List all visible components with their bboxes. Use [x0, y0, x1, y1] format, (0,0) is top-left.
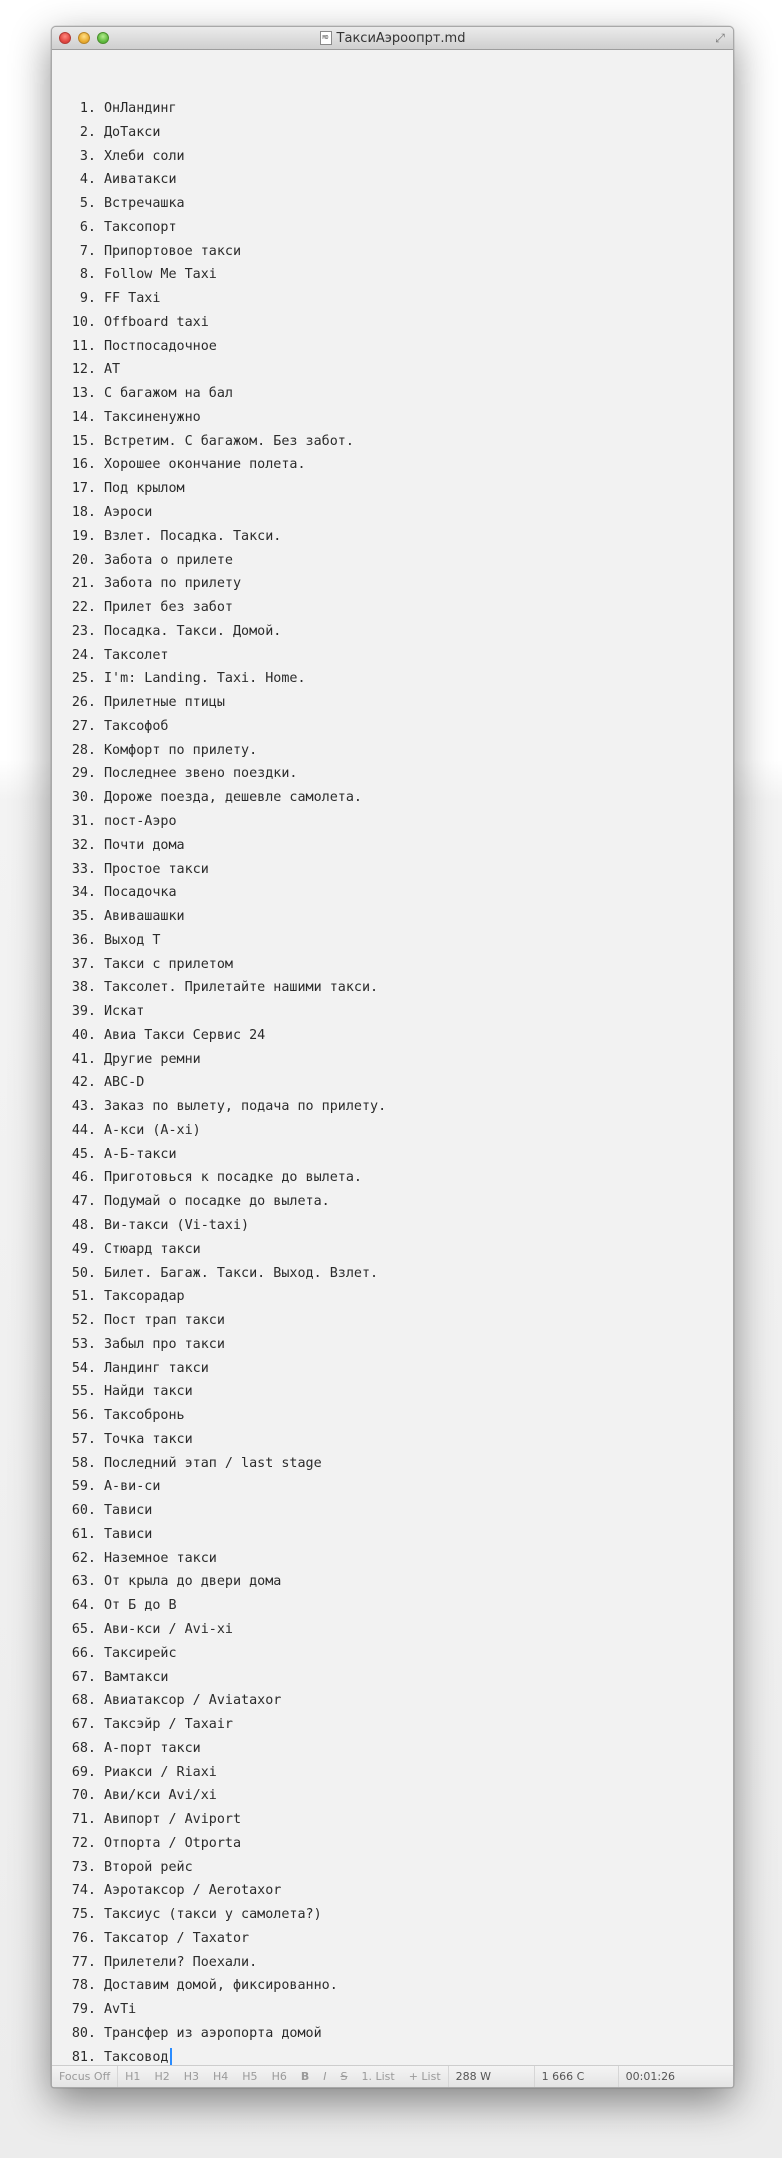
text-line[interactable]: [52, 525, 386, 549]
text-line[interactable]: [52, 549, 386, 573]
text-line[interactable]: [52, 1428, 386, 1452]
text-line[interactable]: [52, 263, 386, 287]
line-text[interactable]: Риакси / Riaxi: [104, 1764, 217, 1780]
text-line[interactable]: [52, 1285, 386, 1309]
text-line[interactable]: [52, 406, 386, 430]
line-text[interactable]: Ви-такси (Vi-taxi): [104, 1217, 250, 1233]
line-text[interactable]: Таксолет: [104, 647, 169, 663]
window-title: ТаксиАэроопрт.md: [336, 30, 466, 46]
line-text[interactable]: Тависи: [104, 1526, 153, 1542]
line-text[interactable]: А-ви-си: [104, 1479, 161, 1495]
line-text[interactable]: Последний этап / last stage: [104, 1455, 322, 1471]
list-number: 1.: [79, 101, 96, 116]
list-number: 14.: [71, 409, 96, 425]
text-line[interactable]: [52, 1404, 386, 1428]
line-text[interactable]: AT: [104, 362, 121, 378]
text-line[interactable]: [52, 1071, 386, 1095]
bold-button[interactable]: B: [300, 2070, 310, 2083]
line-text[interactable]: А-порт такси: [104, 1740, 201, 1756]
list-number: 12.: [71, 362, 96, 378]
line-text[interactable]: Таксиненужно: [104, 409, 201, 425]
text-line[interactable]: [52, 1523, 386, 1547]
list-number: 15.: [71, 433, 96, 449]
line-text[interactable]: Таксиус (такси у самолета?): [104, 1907, 322, 1923]
line-text[interactable]: Искат: [104, 1004, 145, 1020]
text-line[interactable]: [52, 976, 386, 1000]
strikethrough-button[interactable]: S: [340, 2070, 348, 2083]
list-number: 39.: [71, 1004, 96, 1020]
text-line[interactable]: [52, 240, 386, 264]
text-line[interactable]: [52, 1713, 386, 1737]
line-text[interactable]: I'm: Landing. Taxi. Home.: [104, 671, 306, 687]
text-line[interactable]: [52, 810, 386, 834]
line-text[interactable]: Offboard taxi: [104, 314, 209, 330]
text-line[interactable]: [52, 1856, 386, 1880]
bullet-list-button[interactable]: + List: [402, 2066, 449, 2087]
line-text[interactable]: Пост трап такси: [104, 1313, 225, 1329]
text-line[interactable]: [52, 1594, 386, 1618]
list-number: 71.: [71, 1812, 96, 1828]
list-number: 32.: [71, 837, 96, 853]
list-number: 27.: [71, 718, 96, 734]
ordered-list-button[interactable]: 1. List: [361, 2070, 395, 2083]
text-line[interactable]: [52, 477, 386, 501]
line-text[interactable]: Таксатор / Taxator: [104, 1930, 250, 1946]
list-number: 38.: [71, 980, 96, 996]
line-text[interactable]: AvTi: [104, 2002, 137, 2018]
text-line[interactable]: [52, 1000, 386, 1024]
text-line[interactable]: [52, 620, 386, 644]
line-text[interactable]: Авивашашки: [104, 909, 185, 925]
list-number: 42.: [71, 1075, 96, 1091]
italic-button[interactable]: I: [323, 2070, 327, 2083]
text-line[interactable]: [52, 1452, 386, 1476]
list-number: 19.: [71, 528, 96, 544]
text-line[interactable]: [52, 1309, 386, 1333]
text-line[interactable]: [52, 1166, 386, 1190]
list-number: 5.: [79, 196, 96, 212]
text-line[interactable]: [52, 1642, 386, 1666]
list-number: 20.: [71, 552, 96, 568]
list-number: 67.: [71, 1717, 96, 1733]
list-number: 55.: [71, 1384, 96, 1400]
list-number: 62.: [71, 1550, 96, 1566]
list-number: 30.: [71, 790, 96, 806]
line-text[interactable]: Отпорта / Otporta: [104, 1835, 242, 1851]
list-number: 6.: [79, 219, 96, 235]
h3-button[interactable]: H3: [183, 2070, 199, 2083]
line-text[interactable]: Билет. Багаж. Такси. Выход. Взлет.: [104, 1265, 379, 1281]
list-number: 23.: [71, 623, 96, 639]
line-text[interactable]: ABC-D: [104, 1075, 145, 1091]
text-line[interactable]: [52, 216, 386, 240]
text-line[interactable]: [52, 929, 386, 953]
line-text[interactable]: Найди такси: [104, 1384, 193, 1400]
list-number: 75.: [71, 1907, 96, 1923]
line-text[interactable]: От Б до В: [104, 1598, 177, 1614]
text-line[interactable]: [52, 1784, 386, 1808]
list-number: 24.: [71, 647, 96, 663]
line-text[interactable]: С багажом на бал: [104, 386, 233, 402]
text-line[interactable]: [52, 1761, 386, 1785]
list-number: 58.: [71, 1455, 96, 1471]
line-text[interactable]: Follow Me Taxi: [104, 267, 217, 283]
line-text[interactable]: Таксофоб: [104, 718, 169, 734]
line-text[interactable]: Хлеби соли: [104, 148, 185, 164]
text-line[interactable]: [52, 1143, 386, 1167]
h6-button[interactable]: H6: [271, 2070, 287, 2083]
window-title-area: [52, 27, 733, 49]
line-text[interactable]: Забота о прилете: [104, 552, 233, 568]
line-text[interactable]: пост-Аэро: [104, 813, 177, 829]
list-number: 43.: [71, 1099, 96, 1115]
list-number: 64.: [71, 1598, 96, 1614]
text-line[interactable]: [52, 121, 386, 145]
list-number: 28.: [71, 742, 96, 758]
line-text[interactable]: Таксэйр / Taxair: [104, 1717, 233, 1733]
list-number: 17.: [71, 481, 96, 497]
line-text[interactable]: Выход Т: [104, 932, 161, 948]
text-line[interactable]: [52, 1547, 386, 1571]
line-text[interactable]: Доставим домой, фиксированно.: [104, 1978, 338, 1994]
list-number: 13.: [71, 386, 96, 402]
list-number: 79.: [71, 2002, 96, 2018]
text-line[interactable]: [52, 1927, 386, 1951]
line-text[interactable]: Припортовое такси: [104, 243, 242, 259]
list-number: 49.: [71, 1241, 96, 1257]
list-number: 3.: [79, 148, 96, 164]
text-line[interactable]: [52, 1238, 386, 1262]
list-number: 50.: [71, 1265, 96, 1281]
list-number: 77.: [71, 1954, 96, 1970]
list-number: 80.: [71, 2026, 96, 2042]
list-number: 61.: [71, 1526, 96, 1542]
title-bar: [52, 27, 733, 50]
text-line[interactable]: [52, 1024, 386, 1048]
line-text[interactable]: Ландинг такси: [104, 1360, 209, 1376]
list-number: 72.: [71, 1835, 96, 1851]
line-text[interactable]: А-Б-такси: [104, 1146, 177, 1162]
list-number: 7.: [79, 243, 96, 259]
list-number: 35.: [71, 909, 96, 925]
text-line[interactable]: [52, 1974, 386, 1998]
line-text[interactable]: Таксирейс: [104, 1645, 177, 1661]
text-line[interactable]: [52, 1214, 386, 1238]
list-number: 56.: [71, 1408, 96, 1424]
text-line[interactable]: [52, 1903, 386, 1927]
text-line[interactable]: [52, 762, 386, 786]
line-text[interactable]: Под крылом: [104, 481, 185, 497]
list-number: 54.: [71, 1360, 96, 1376]
text-line[interactable]: [52, 1666, 386, 1690]
list-number: 69.: [71, 1764, 96, 1780]
editor-area[interactable]: [52, 50, 733, 2066]
list-number: 46.: [71, 1170, 96, 1186]
line-text[interactable]: Приготовься к посадке до вылета.: [104, 1170, 362, 1186]
document-lines[interactable]: [52, 97, 386, 2070]
line-text[interactable]: Посадочка: [104, 885, 177, 901]
session-timer: 00:01:26: [625, 2070, 676, 2083]
line-text[interactable]: Ави-кси / Avi-xi: [104, 1622, 233, 1637]
text-line[interactable]: [52, 834, 386, 858]
text-line[interactable]: [52, 335, 386, 359]
text-line[interactable]: [52, 430, 386, 454]
list-number: 10.: [71, 314, 96, 330]
text-line[interactable]: [52, 501, 386, 525]
text-line[interactable]: [52, 1618, 386, 1642]
text-line[interactable]: [52, 1499, 386, 1523]
line-text[interactable]: Постпосадочное: [104, 338, 217, 354]
list-number: 29.: [71, 766, 96, 782]
list-number: 52.: [71, 1313, 96, 1329]
h5-button[interactable]: H5: [242, 2070, 258, 2083]
text-line[interactable]: [52, 644, 386, 668]
line-text[interactable]: Трансфер из аэропорта домой: [104, 2026, 322, 2042]
text-line[interactable]: [52, 382, 386, 406]
list-number: 74.: [71, 1883, 96, 1899]
line-text[interactable]: Авиа Такси Сервис 24: [104, 1027, 266, 1043]
list-number: 2.: [79, 124, 96, 140]
text-line[interactable]: [52, 97, 386, 121]
text-line[interactable]: [52, 192, 386, 216]
line-text[interactable]: ОнЛандинг: [104, 101, 177, 116]
text-line[interactable]: [52, 453, 386, 477]
h2-button[interactable]: H2: [154, 2070, 170, 2083]
text-line[interactable]: [52, 572, 386, 596]
line-text[interactable]: Второй рейс: [104, 1859, 193, 1875]
list-number: 9.: [79, 291, 96, 307]
line-text[interactable]: Забыл про такси: [104, 1336, 225, 1352]
list-number: 60.: [71, 1503, 96, 1519]
text-line[interactable]: [52, 1333, 386, 1357]
list-number: 11.: [71, 338, 96, 354]
list-number: 41.: [71, 1051, 96, 1067]
word-count: 288 W: [449, 2066, 535, 2087]
line-text[interactable]: ДоТакси: [104, 124, 161, 140]
text-line[interactable]: [52, 786, 386, 810]
list-number: 70.: [71, 1788, 96, 1804]
list-number: 18.: [71, 505, 96, 521]
line-text[interactable]: Дороже поезда, дешевле самолета.: [104, 790, 362, 806]
text-line[interactable]: [52, 1357, 386, 1381]
line-text[interactable]: Подумай о посадке до вылета.: [104, 1194, 330, 1210]
h1-button[interactable]: H1: [125, 2070, 141, 2083]
list-number: 59.: [71, 1479, 96, 1495]
line-text[interactable]: Таксобронь: [104, 1408, 185, 1424]
list-number: 31.: [71, 813, 96, 829]
list-number: 57.: [71, 1431, 96, 1447]
list-number: 65.: [71, 1622, 96, 1637]
line-text[interactable]: Аэротаксор / Aerotaxor: [104, 1883, 282, 1899]
text-line[interactable]: [52, 2022, 386, 2046]
line-text[interactable]: Таксопорт: [104, 219, 177, 235]
line-text[interactable]: Аэроси: [104, 505, 153, 521]
char-count: 1 666 C: [535, 2066, 619, 2087]
line-text[interactable]: Аиватакси: [104, 172, 177, 188]
list-number: 21.: [71, 576, 96, 592]
line-text[interactable]: Прилетели? Поехали.: [104, 1954, 258, 1970]
list-number: 68.: [71, 1693, 96, 1709]
list-number: 53.: [71, 1336, 96, 1352]
line-text[interactable]: Таксолет. Прилетайте нашими такси.: [104, 980, 379, 996]
text-line[interactable]: [52, 358, 386, 382]
fullscreen-icon[interactable]: ⤢: [715, 31, 725, 45]
text-line[interactable]: [52, 1119, 386, 1143]
text-line[interactable]: [52, 145, 386, 169]
list-number: 4.: [79, 172, 96, 188]
line-text[interactable]: Такси с прилетом: [104, 956, 233, 972]
editor-window: [51, 26, 734, 2088]
document-icon: MD: [320, 31, 332, 45]
status-bar: [52, 2065, 733, 2087]
line-text[interactable]: Прилет без забот: [104, 600, 233, 616]
text-line[interactable]: [52, 596, 386, 620]
text-line[interactable]: [52, 1879, 386, 1903]
list-number: 37.: [71, 956, 96, 972]
list-number: 47.: [71, 1194, 96, 1210]
focus-mode-button[interactable]: Focus Off: [52, 2066, 118, 2087]
list-number: 63.: [71, 1574, 96, 1590]
text-line[interactable]: [52, 168, 386, 192]
text-line[interactable]: [52, 1951, 386, 1975]
text-line[interactable]: [52, 1832, 386, 1856]
text-line[interactable]: [52, 1808, 386, 1832]
list-number: 48.: [71, 1217, 96, 1233]
line-text[interactable]: Наземное такси: [104, 1550, 217, 1566]
list-number: 34.: [71, 885, 96, 901]
text-line[interactable]: [52, 905, 386, 929]
line-text[interactable]: Авипорт / Aviport: [104, 1812, 242, 1828]
text-line[interactable]: [52, 858, 386, 882]
line-text[interactable]: Авиатаксор / Aviataxor: [104, 1693, 282, 1709]
line-text[interactable]: Вамтакси: [104, 1669, 169, 1685]
text-line[interactable]: [52, 1048, 386, 1072]
text-line[interactable]: [52, 1475, 386, 1499]
text-line[interactable]: [52, 1262, 386, 1286]
line-text[interactable]: Другие ремни: [104, 1051, 201, 1067]
text-line[interactable]: [52, 1570, 386, 1594]
text-line[interactable]: [52, 1998, 386, 2022]
list-number: 45.: [71, 1146, 96, 1162]
list-number: 73.: [71, 1859, 96, 1875]
text-line[interactable]: [52, 1095, 386, 1119]
line-text[interactable]: Заказ по вылету, подача по прилету.: [104, 1099, 387, 1115]
line-text[interactable]: Почти дома: [104, 837, 185, 853]
h4-button[interactable]: H4: [213, 2070, 229, 2083]
line-text[interactable]: Таксовод: [104, 2049, 169, 2065]
list-number: 22.: [71, 600, 96, 616]
list-number: 25.: [71, 671, 96, 687]
list-number: 76.: [71, 1930, 96, 1946]
line-text[interactable]: Забота по прилету: [104, 576, 242, 592]
line-text[interactable]: Посадка. Такси. Домой.: [104, 623, 282, 639]
text-line[interactable]: [52, 311, 386, 335]
text-cursor: [170, 2048, 172, 2066]
text-line[interactable]: [52, 953, 386, 977]
line-text[interactable]: А-кси (А-xi): [104, 1122, 201, 1138]
list-number: 16.: [71, 457, 96, 473]
text-line[interactable]: [52, 739, 386, 763]
text-line[interactable]: [52, 1689, 386, 1713]
text-line[interactable]: [52, 1737, 386, 1761]
text-line[interactable]: [52, 715, 386, 739]
line-text[interactable]: Стюард такси: [104, 1241, 201, 1257]
text-line[interactable]: [52, 691, 386, 715]
line-text[interactable]: От крыла до двери дома: [104, 1574, 282, 1590]
list-number: 66.: [71, 1645, 96, 1661]
list-number: 68.: [71, 1740, 96, 1756]
line-text[interactable]: Ави/кси Avi/xi: [104, 1788, 217, 1804]
line-text[interactable]: Встретим. С багажом. Без забот.: [104, 433, 354, 449]
list-number: 33.: [71, 861, 96, 877]
line-text[interactable]: Хорошее окончание полета.: [104, 457, 306, 473]
line-text[interactable]: Простое такси: [104, 861, 209, 877]
line-text[interactable]: Прилетные птицы: [104, 695, 225, 711]
list-number: 78.: [71, 1978, 96, 1994]
list-number: 26.: [71, 695, 96, 711]
list-number: 36.: [71, 932, 96, 948]
line-text[interactable]: Взлет. Посадка. Такси.: [104, 528, 282, 544]
list-number: 81.: [71, 2049, 96, 2065]
line-text[interactable]: Встречашка: [104, 196, 185, 212]
list-number: 8.: [79, 267, 96, 283]
text-line[interactable]: [52, 881, 386, 905]
line-text[interactable]: Последнее звено поездки.: [104, 766, 298, 782]
line-text[interactable]: Таксорадар: [104, 1289, 185, 1305]
list-number: 40.: [71, 1027, 96, 1043]
text-line[interactable]: [52, 1190, 386, 1214]
text-line[interactable]: [52, 1380, 386, 1404]
text-line[interactable]: [52, 287, 386, 311]
list-number: 67.: [71, 1669, 96, 1685]
list-number: 44.: [71, 1122, 96, 1138]
list-number: 51.: [71, 1289, 96, 1305]
line-text[interactable]: Тависи: [104, 1503, 153, 1519]
line-text[interactable]: Комфорт по прилету.: [104, 742, 258, 758]
text-line[interactable]: [52, 667, 386, 691]
line-text[interactable]: FF Taxi: [104, 291, 161, 307]
line-text[interactable]: Точка такси: [104, 1431, 193, 1447]
